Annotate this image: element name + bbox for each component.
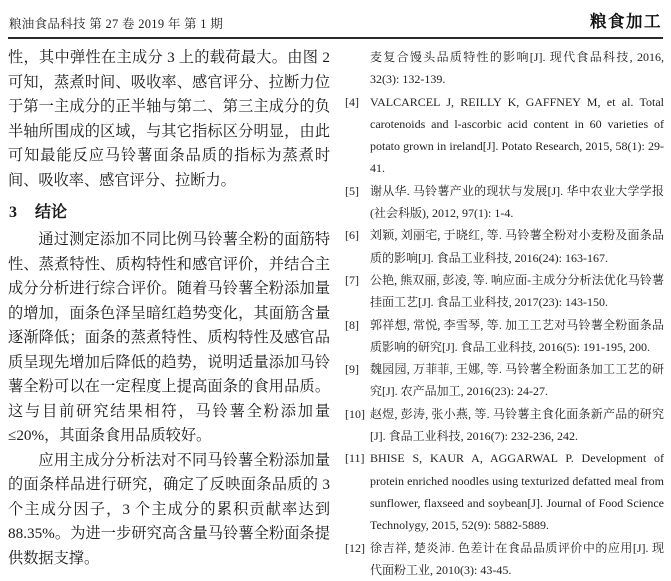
reference-number: [8] [345, 317, 359, 332]
reference-number: [4] [345, 94, 359, 109]
reference-text: BHISE S, KAUR A, AGGARWAL P. Development of protein enriched noodles using texturized defatted meal from sunflower, flaxseed and soybean[J]. Journal of Food Science Technolygy, 2015, 52(9): 5882-5889. [370, 451, 664, 533]
continued-paragraph: 性，其中弹性在主成分 3 上的载荷最大。由图 2 可知，蒸煮时间、吸收率、感官评分、拉断力位于第一主成分的正半轴与第二、第三主成分的负半轴所围成的区域，与其它指标区分明显，由此可知最能反应马铃薯面条品质的指标为蒸煮时间、吸收率、感官评分、拉断力。 [8, 49, 330, 189]
reference-text: 刘颖, 刘丽宅, 于晓红, 等. 马铃薯全粉对小麦粉及面条品质的影响[J]. 食品工业科技, 2016(24): 163-167. [370, 228, 664, 265]
journal-section-label: 粮食加工 [590, 12, 662, 31]
reference-number: [7] [345, 272, 359, 287]
body-paragraph: 通过测定添加不同比例马铃薯全粉的面筋特性、蒸煮特性、质构特性和感官评价，并结合主成分分析进行综合评价。随着马铃薯全粉添加量的增加，面条色泽呈暗红趋势变化，其面筋含量逐渐降低；面条的蒸煮特性、质构特性及感官品质呈现先增加后降低的趋势，说明适量添加马铃薯全粉可以在一定程度上提高面条的食用品质。这与目前研究结果相符，马铃薯全粉添加量≤20%，其面条食用品质较好。 [8, 231, 330, 444]
running-head [8, 6, 663, 37]
header-divider [8, 37, 663, 39]
reference-text: 公艳, 熊双丽, 彭凌, 等. 响应面-主成分分析法优化马铃薯挂面工艺[J]. 食品工业科技, 2017(23): 143-150. [370, 272, 664, 310]
reference-number: [9] [345, 362, 359, 377]
reference-item [345, 358, 664, 403]
journal-issue-info: 粮油食品科技 第 27 卷 2019 年 第 1 期 [9, 17, 224, 31]
reference-number: [11] [345, 451, 365, 466]
page-columns [8, 46, 663, 581]
reference-item [345, 224, 664, 269]
left-column [8, 46, 330, 581]
reference-text: 魏园园, 万菲菲, 王娜, 等. 马铃薯全粉面条加工工艺的研究[J]. 农产品加工, 2016(23): 24-27. [370, 362, 664, 399]
heading-number: 3 [9, 204, 17, 221]
reference-number: [5] [345, 183, 359, 198]
body-paragraph: 应用主成分分析法对不同马铃薯全粉添加量的面条样品进行研究，确定了反映面条品质的 3 个主成分因子，3 个主成分的累积贡献率达到 88.35%。为进一步研究高含量马铃薯全粉面条提供数据支撑。 [8, 451, 330, 567]
reference-item [345, 46, 664, 91]
reference-number: [10] [345, 406, 365, 421]
reference-item [345, 537, 664, 581]
reference-text: VALCARCEL J, REILLY K, GAFFNEY M, et al. Total carotenoids and l-ascorbic acid content in 60 varieties of potato grown in ireland[J]. Potato Research, 2015, 58(1): 29-41. [370, 94, 664, 176]
reference-item [345, 447, 664, 536]
reference-text: 徐吉祥, 楚炎沛. 色差计在食品品质评价中的应用[J]. 现代面粉工业, 2010(3): 43-45. [370, 540, 664, 577]
reference-item [345, 91, 664, 180]
reference-list [345, 46, 664, 581]
heading-title: 结论 [35, 204, 68, 221]
reference-item [345, 269, 664, 314]
reference-item [345, 403, 664, 448]
conclusion-heading [9, 200, 330, 225]
reference-text: 郭祥想, 常悦, 李雪琴, 等. 加工工艺对马铃薯全粉面条品质影响的研究[J]. 食品工业科技, 2016(5): 191-195, 200. [370, 317, 664, 354]
reference-item [345, 180, 664, 225]
reference-text: 谢从华. 马铃薯产业的现状与发展[J]. 华中农业大学学报(社会科版), 2012, 97(1): 1-4. [370, 183, 664, 221]
reference-item [345, 314, 664, 359]
reference-number: [6] [345, 228, 359, 243]
reference-text: 赵煜, 彭涛, 张小燕, 等. 马铃薯主食化面条新产品的研究[J]. 食品工业科技, 2016(7): 232-236, 242. [370, 406, 664, 444]
reference-text: 麦复合馒头品质特性的影响[J]. 现代食品科技, 2016, 32(3): 132-139. [370, 50, 664, 87]
right-column [345, 46, 664, 581]
reference-number: [12] [345, 540, 365, 555]
